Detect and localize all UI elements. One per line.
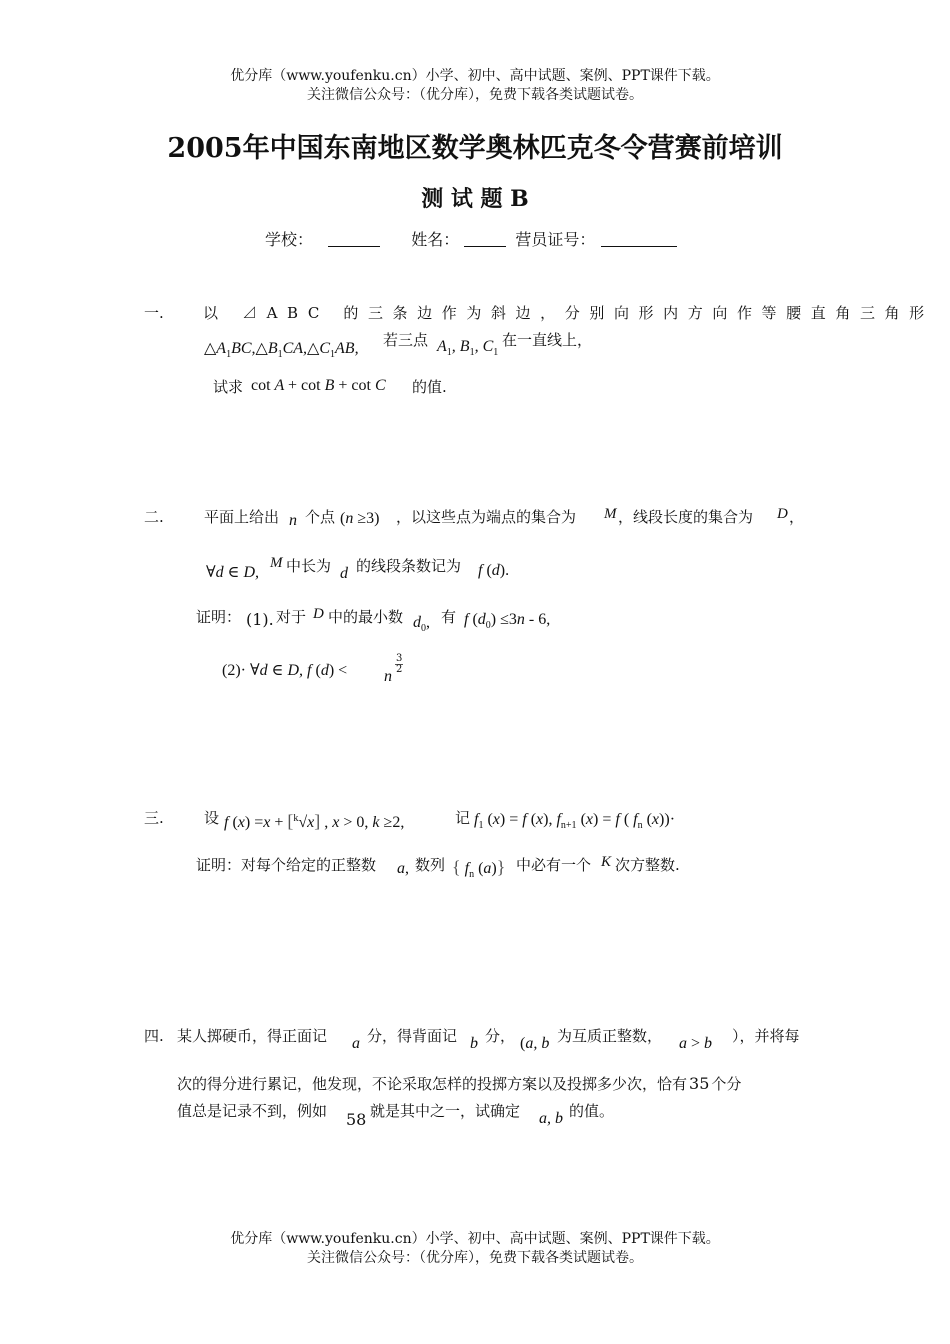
problem-4-line-3-b: 就是其中之一，试确定 [370, 1102, 521, 1120]
problem-2-condition: (n ≥3) [340, 510, 380, 527]
problem-3-a: a, [397, 860, 409, 877]
footer-line-2: 关注微信公众号：（优分库），免费下载各类试题试卷。 [307, 1250, 643, 1266]
problem-3-set: 设 [204, 809, 220, 827]
problem-2-inequality-2: (2)· ∀d ∈ D, f (d) < [222, 662, 348, 679]
problem-4-line-3-c: 的值。 [569, 1102, 615, 1120]
problem-4-ab: a, b [539, 1110, 563, 1127]
problem-2-inequality-1: f $(d_0) \le 3n - 6$, [464, 611, 551, 631]
problem-4-count: 35 [689, 1074, 710, 1093]
problem-1-triangles: $\triangle A_1BC,\triangle B_1CA,\triangle C_1AB$, [204, 340, 359, 360]
id-label: 营员证号： [515, 230, 596, 249]
problem-3-sequence: { $f_n$ (a)} [452, 857, 506, 880]
problem-4-pair: (a, b [520, 1035, 550, 1052]
problem-2-d0: $d_0$, [413, 614, 430, 634]
problem-3-proof-c: 中必有一个 [516, 856, 592, 874]
header-line-1: 优分库（www.youfenku.cn）小学、初中、高中试题、案例、PPT课件下载。 [230, 68, 720, 84]
footer-line-1: 优分库（www.youfenku.cn）小学、初中、高中试题、案例、PPT课件下载。 [230, 1231, 720, 1247]
header-line-2: 关注微信公众号：（优分库），免费下载各类试题试卷。 [307, 87, 643, 103]
problem-2-part-1-b: 中的最小数 [328, 608, 404, 626]
problem-2-proof: 证明： [196, 608, 242, 626]
problem-2-line-1-c: ，以这些点为端点的集合为 [396, 508, 577, 526]
problem-4-line-2 [177, 1073, 741, 1094]
problem-2-line-1-e: ， [789, 508, 805, 526]
problem-3-proof-d: 次方整数. [615, 856, 680, 874]
problem-1-cond-b: 在一直线上， [502, 331, 593, 349]
problem-1-number: 一. [144, 304, 164, 322]
problem-4-line-2-end: 个分 [711, 1075, 742, 1093]
problem-4-line-1-c: 分， [485, 1027, 516, 1045]
problem-4-line-1-a: 某人掷硬币，得正面记 [177, 1027, 328, 1045]
name-blank [464, 230, 506, 247]
problem-2-line-1-b: 个点 [305, 508, 336, 526]
problem-1-ask-end: 的值. [412, 378, 447, 396]
problem-2-line-2-a: 中长为 [286, 557, 332, 575]
problem-1-expression: cot A + cot B + cot C [251, 377, 386, 394]
problem-2-line-2-b: 的线段条数记为 [356, 557, 462, 575]
problem-1-line-1: 以 ⊿ABC 的三条边作为斜边，分别向形内方向作等腰直角三角形 [203, 304, 934, 322]
problem-1-points: $A_1$, $B_1$, $C_1$ [437, 338, 499, 358]
problem-4-line-1-b: 分，得背面记 [367, 1027, 458, 1045]
problem-4-line-1-e: ），并将每 [732, 1027, 800, 1045]
problem-2-line-1-a: 平面上给出 [204, 508, 280, 526]
info-line [265, 227, 677, 250]
name-label: 姓名： [411, 230, 460, 249]
page-title: 2005年中国东南地区数学奥林匹克冬令营赛前培训 [167, 133, 783, 164]
problem-3-proof-a: 证明：对每个给定的正整数 [196, 856, 377, 874]
problem-3-K: K [601, 854, 612, 870]
problem-4-line-2-text: 次的得分进行累记，他发现，不论采取怎样的投掷方案以及投掷多少次，恰有 [177, 1075, 688, 1093]
problem-2-d: d [340, 565, 348, 582]
problem-4-ineq: a > b [679, 1035, 713, 1052]
problem-2-M-ref: M [270, 555, 283, 571]
problem-4-a: a [352, 1035, 360, 1052]
problem-3-recurrence: $f_1$ (x) = f (x), $f_{n+1}$ (x) = f ( $f_n$ (x))· [474, 811, 676, 831]
problem-2-forall: ∀d ∈ D, [206, 564, 260, 581]
page-subtitle: 测 试 题 B [421, 186, 529, 212]
problem-2-part-1-c: 有 [441, 608, 457, 626]
id-blank [601, 230, 677, 247]
problem-2-power: n [384, 668, 392, 685]
problem-1-cond-a: 若三点 [383, 331, 429, 349]
problem-3-number: 三. [144, 809, 164, 827]
school-label: 学校： [265, 230, 314, 249]
problem-4-b: b [470, 1035, 478, 1052]
problem-4-line-3-a: 值总是记录不到，例如 [177, 1102, 328, 1120]
problem-2-part-1-number: (1). [246, 610, 274, 629]
problem-3-definition: f (x) =x + [$^k$√x] , x > 0, k ≥2, [224, 811, 405, 831]
problem-4-line-1-d: 为互质正整数， [557, 1027, 663, 1045]
problem-2-number: 二. [144, 508, 164, 526]
problem-1-ask: 试求 [213, 378, 244, 396]
problem-2-part-1-D: D [313, 606, 324, 622]
problem-3-note: 记 [455, 809, 471, 827]
problem-4-number: 四. [144, 1027, 164, 1045]
problem-2-set-M: M [604, 506, 617, 522]
problem-2-n: n [289, 512, 297, 529]
problem-2-part-1-a: 对于 [276, 608, 307, 626]
school-blank [328, 230, 380, 247]
problem-2-fd: f (d). [478, 562, 510, 579]
problem-4-example: 58 [346, 1110, 367, 1129]
problem-3-proof-b: 数列 [415, 856, 446, 874]
problem-2-exponent: $\frac{3}{2}$ [396, 653, 403, 675]
problem-2-set-D: D [777, 506, 788, 522]
problem-2-line-1-d: ，线段长度的集合为 [618, 508, 754, 526]
